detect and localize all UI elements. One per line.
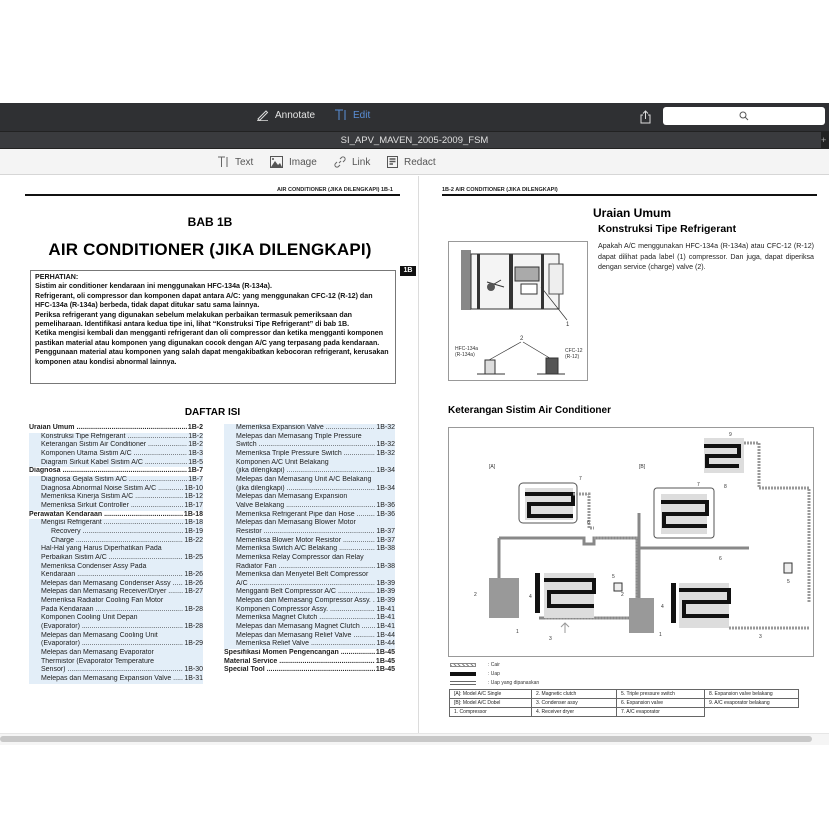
svg-text:5: 5	[787, 579, 790, 585]
share-button[interactable]	[640, 110, 651, 129]
redact-tool-label: Redact	[404, 156, 436, 168]
toc-entry-page: 1B-10	[184, 484, 203, 492]
toc-entry-page: 1B-27	[184, 588, 203, 596]
toc-entry-title: Memeriksa Kinerja Sistim A/C .....	[29, 493, 183, 502]
toc-entry-title: Material Service .....	[224, 658, 375, 667]
pen-icon	[256, 109, 269, 121]
key-table-cell: [A]: Model A/C Single	[450, 690, 532, 699]
toc-entry-page: 1B-7	[187, 467, 203, 475]
toc-entry[interactable]	[29, 511, 203, 520]
toc-entry-page: 1B-41	[376, 623, 395, 631]
link-tool-label: Link	[352, 156, 371, 168]
toc-entry-page	[202, 649, 203, 658]
toc-entry-title: Memeriksa Expansion Valve .....	[224, 424, 375, 433]
toc-entry-page: 1B-19	[184, 527, 203, 535]
svg-text:7: 7	[579, 476, 582, 482]
toc-entry-page: 1B-32	[376, 441, 395, 449]
toc-entry-title: Melepas dan Memasang Receiver/Dryer .....	[29, 588, 183, 597]
liquid-swatch-icon	[450, 663, 476, 667]
toc-entry[interactable]	[224, 640, 395, 649]
new-tab-button[interactable]: +	[821, 132, 829, 149]
toc-entry-title: Melepas dan Memasang Expansion Valve .....	[29, 675, 183, 684]
link-tool-button[interactable]	[334, 156, 370, 168]
toc-entry-title: (Evaporator) .....	[29, 640, 183, 649]
toc-entry[interactable]	[224, 433, 395, 442]
toc-entry[interactable]	[29, 493, 203, 502]
left-page-header: AIR CONDITIONER (JIKA DILENGKAPI) 1B-1	[277, 187, 393, 193]
toc-entry[interactable]	[224, 554, 395, 563]
toc-entry[interactable]	[224, 459, 395, 468]
toc-entry-title: Memeriksa Triple Pressure Switch .....	[224, 450, 375, 459]
toc-entry-page: 1B-38	[376, 562, 395, 570]
toc-entry-title: Memeriksa Radiator Cooling Fan Motor	[41, 597, 164, 605]
toc-entry[interactable]	[224, 450, 395, 459]
toc-entry-page: 1B-2	[188, 432, 203, 440]
toc-entry[interactable]	[29, 537, 203, 546]
toc-entry-page	[394, 519, 395, 528]
key-table-cell: [B]: Model A/C Dobel	[450, 699, 532, 708]
toc-entry-title: Diagnosa Gejala Sistim A/C .....	[29, 476, 187, 485]
toc-entry-title: Valve Belakang .....	[224, 502, 375, 511]
toc-entry[interactable]	[224, 649, 395, 658]
search-field[interactable]	[663, 107, 825, 125]
toc-entry-title: Resistor .....	[224, 528, 375, 537]
toc-entry[interactable]	[224, 623, 395, 632]
notice-paragraph: Periksa refrigerant yang digunakan sebelum melakukan perbaikan termasuk pemeriksaan dan pemeliharaan. Identifikasi antara kedua tipe ini, lihat “Konstruksi Tipe Refrigerant” di bab 1B.	[35, 310, 352, 329]
toc-entry-page: 1B-41	[376, 614, 395, 622]
svg-text:6: 6	[587, 520, 590, 526]
key-table-cell: 9. A/C evaporator belakang	[705, 699, 799, 708]
edit-button[interactable]	[334, 109, 370, 121]
left-header-rule	[25, 194, 400, 196]
toc-entry-page	[202, 658, 203, 667]
toc-entry[interactable]	[29, 580, 203, 589]
key-table-cell: 8. Expansion valve belakang	[705, 690, 799, 699]
toc-entry-page: 1B-36	[376, 510, 395, 518]
toc-entry-title: Special Tool .....	[224, 666, 375, 675]
toc-entry[interactable]	[224, 606, 395, 615]
toc-entry-page	[394, 571, 395, 580]
toc-entry-title: Komponen A/C Unit Belakang	[236, 458, 329, 466]
vapor-swatch-icon	[450, 672, 476, 676]
toc-entry-title: Memeriksa Relief Valve .....	[224, 640, 375, 649]
compressor-illustration-icon	[449, 242, 587, 380]
toc-entry-title: Switch .....	[224, 441, 375, 450]
toc-entry-title: Komponen Cooling Unit Depan	[41, 614, 138, 622]
notice-box	[30, 270, 396, 384]
toc-entry-title: Memeriksa Relay Compressor dan Relay	[236, 553, 364, 561]
toc-entry-title: Radiator Fan .....	[224, 563, 375, 572]
toc-entry[interactable]	[224, 511, 395, 520]
toc-entry-page: 1B-25	[184, 553, 203, 561]
toc-entry[interactable]	[29, 450, 203, 459]
toc-entry[interactable]	[29, 675, 203, 684]
toc-entry-page	[394, 459, 395, 468]
toc-entry-title: (Evaporator) .....	[29, 623, 183, 632]
key-table-cell: 3. Condenser assy	[532, 699, 617, 708]
toc-entry[interactable]	[224, 597, 395, 606]
key-table	[449, 689, 799, 717]
toc-entry-title: Melepas dan Memasang Compressor Assy. .....	[224, 597, 375, 606]
edit-label: Edit	[353, 109, 371, 121]
svg-text:[A]: [A]	[489, 464, 496, 470]
svg-text:(R-134a): (R-134a)	[455, 352, 475, 358]
toc-entry-title: Melepas dan Memasang Condenser Assy .....	[29, 580, 183, 589]
svg-text:8: 8	[724, 484, 727, 490]
toc-entry[interactable]	[224, 588, 395, 597]
toc-entry-title: Mengisi Refrigerant .....	[29, 519, 183, 528]
toc-entry-page: 1B-22	[184, 536, 203, 544]
svg-text:7: 7	[697, 482, 700, 488]
toc-entry[interactable]	[29, 606, 203, 615]
heated-vapor-swatch-icon	[450, 681, 476, 685]
toc-entry[interactable]	[224, 658, 395, 667]
toc-entry-title: Uraian Umum .....	[29, 424, 187, 433]
key-table-cell: 4. Receiver dryer	[532, 708, 617, 717]
svg-text:3: 3	[759, 634, 762, 640]
toc-entry-title: Melepas dan Memasang Expansion	[236, 493, 348, 501]
toc-entry[interactable]	[29, 476, 203, 485]
toc-entry[interactable]	[29, 545, 203, 554]
toc-entry[interactable]	[224, 519, 395, 528]
toc-entry-title: Recovery .....	[29, 528, 183, 537]
toc-entry[interactable]	[29, 666, 203, 675]
toc-entry-page: 1B-45	[375, 649, 395, 657]
text-icon	[217, 156, 229, 168]
toc-entry[interactable]	[29, 640, 203, 649]
redact-icon	[387, 156, 398, 168]
legend-item	[450, 678, 539, 687]
toc-entry[interactable]	[29, 614, 203, 623]
toc-entry-page: 1B-39	[376, 588, 395, 596]
toc-entry[interactable]	[224, 563, 395, 572]
toc-entry-title: Konstruksi Tipe Refrigerant .....	[29, 433, 187, 442]
toc-entry-title: Melepas dan Memasang Blower Motor	[236, 519, 356, 527]
toc-entry-title: Keterangan Sistim Air Conditioner .....	[29, 441, 187, 450]
horizontal-scrollbar-thumb[interactable]	[0, 736, 812, 742]
toc-entry-page	[394, 554, 395, 563]
toc-entry-title: Mengganti Belt Compressor A/C .....	[224, 588, 375, 597]
toc-entry-title: Hal-Hal yang Harus Diperhatikan Pada	[41, 545, 162, 553]
share-icon	[640, 110, 651, 124]
svg-text:(R-12): (R-12)	[565, 354, 580, 360]
toc-entry-title: Spesifikasi Momen Pengencangan .....	[224, 649, 375, 658]
svg-text:CFC-12: CFC-12	[565, 348, 583, 354]
legend-item	[450, 660, 539, 669]
toc-entry-page: 1B-45	[375, 666, 395, 674]
image-tool-button[interactable]	[270, 156, 317, 168]
search-icon	[739, 111, 749, 121]
toc-entry[interactable]	[29, 658, 203, 667]
toc-entry-page	[394, 493, 395, 502]
toc-entry-page: 1B-17	[184, 501, 203, 509]
toc-entry-page: 1B-26	[184, 571, 203, 579]
toc-entry-page: 1B-36	[376, 501, 395, 509]
page-divider	[418, 176, 419, 736]
svg-text:1: 1	[516, 629, 519, 635]
toc-entry[interactable]	[224, 580, 395, 589]
svg-text:4: 4	[529, 594, 532, 600]
svg-text:2: 2	[621, 592, 624, 598]
chapter-label: BAB 1B	[187, 215, 233, 229]
toc-column-right	[224, 424, 395, 675]
svg-text:2: 2	[520, 336, 524, 342]
toc-entry[interactable]	[29, 623, 203, 632]
ac-circuit-diagram-icon	[449, 428, 813, 656]
key-table-row	[450, 699, 799, 708]
toc-entry[interactable]	[224, 537, 395, 546]
svg-text:[B]: [B]	[639, 464, 646, 470]
toc-entry[interactable]	[29, 485, 203, 494]
ac-system-diagram	[448, 427, 814, 657]
toc-entry-page: 1B-3	[188, 449, 203, 457]
toc-entry[interactable]	[29, 554, 203, 563]
right-page-header: 1B-2 AIR CONDITIONER (JIKA DILENGKAPI)	[442, 187, 558, 193]
toc-entry-title: Diagnosa Abnormal Noise Sistim A/C .....	[29, 485, 183, 494]
section-heading: Uraian Umum	[593, 206, 672, 220]
toc-entry-page: 1B-37	[376, 527, 395, 535]
toc-entry-title: Melepas dan Memasang Cooling Unit	[41, 631, 158, 639]
text-cursor-icon	[334, 109, 347, 121]
toc-entry[interactable]	[224, 528, 395, 537]
toc-entry-page	[202, 597, 203, 606]
toc-entry-title: Melepas dan Memasang Triple Pressure	[236, 432, 362, 440]
svg-text:1: 1	[659, 632, 662, 638]
toc-entry-page: 1B-44	[376, 640, 395, 648]
toc-entry[interactable]	[29, 433, 203, 442]
key-table-cell	[705, 708, 799, 717]
toc-entry-page: 1B-44	[376, 631, 395, 639]
chapter-title: AIR CONDITIONER (JIKA DILENGKAPI)	[48, 240, 372, 259]
toc-entry-page	[202, 563, 203, 572]
toc-entry[interactable]	[224, 632, 395, 641]
toc-entry-page: 1B-39	[376, 597, 395, 605]
system-heading: Keterangan Sistim Air Conditioner	[448, 405, 611, 416]
svg-text:4: 4	[661, 604, 664, 610]
toc-entry-title: Melepas dan Memasang Unit A/C Belakang	[236, 475, 372, 483]
toc-entry-page: 1B-32	[376, 424, 395, 431]
toc-entry-page: 1B-7	[188, 475, 203, 483]
toc-entry-title: Perawatan Kendaraan .....	[29, 511, 183, 520]
toc-entry-page: 1B-5	[188, 458, 203, 466]
toc-entry[interactable]	[224, 467, 395, 476]
key-table-row	[450, 708, 799, 717]
key-table-cell: 5. Triple pressure switch	[617, 690, 705, 699]
notice-paragraph: Refrigerant, oli compressor dan komponen dapat antara A/C: yang menggunakan CFC-12 (R-12) dan HFC-134a (R-134a) berbeda, tidak dapat ditukar satu sama lainnya.	[35, 291, 373, 310]
toc-entry-page	[394, 476, 395, 485]
image-tool-label: Image	[289, 156, 317, 168]
toc-entry[interactable]	[224, 614, 395, 623]
toc-entry[interactable]	[224, 545, 395, 554]
annotate-label: Annotate	[275, 109, 316, 121]
link-icon	[334, 156, 346, 168]
key-table-cell: 2. Magnetic clutch	[532, 690, 617, 699]
toc-entry-page: 1B-12	[184, 493, 203, 501]
toc-entry-page: 1B-34	[376, 467, 395, 475]
toc-entry-title: Perbaikan Sistim A/C .....	[29, 554, 183, 563]
document-title: SI_APV_MAVEN_2005-2009_FSM	[340, 134, 489, 146]
toc-entry[interactable]	[224, 424, 395, 433]
body-paragraph: Apakah A/C menggunakan HFC-134a (R-134a) atau CFC-12 (R-12) dapat dilihat pada label (1) compressor. Dan juga, dapat diperiksa dengan service (charge) valve (2).	[598, 242, 814, 271]
toc-entry-title: Charge .....	[29, 537, 183, 546]
toc-entry-title: Thermistor (Evaporator Temperature	[41, 657, 155, 665]
toc-entry-title: Diagnosa .....	[29, 467, 187, 476]
toc-entry-title: Pada Kendaraan .....	[29, 606, 183, 615]
toc-entry-page: 1B-28	[184, 623, 203, 631]
toc-entry[interactable]	[224, 493, 395, 502]
legend-label: : Cair	[488, 661, 500, 668]
svg-text:2: 2	[474, 592, 477, 598]
toc-entry[interactable]	[29, 502, 203, 511]
toc-entry[interactable]	[29, 424, 203, 433]
toc-entry-title: Komponen Compressor Assy. .....	[224, 606, 375, 615]
toc-entry[interactable]	[224, 571, 395, 580]
toc-entry-page: 1B-37	[376, 536, 395, 544]
svg-text:5: 5	[612, 574, 615, 580]
legend-item	[450, 669, 539, 678]
toc-entry-title: A/C .....	[224, 580, 375, 589]
toc-entry-page	[202, 545, 203, 554]
toc-entry-title: Kendaraan .....	[29, 571, 183, 580]
toc-entry[interactable]	[224, 485, 395, 494]
toc-entry-title: Melepas dan Memasang Magnet Clutch .....	[224, 623, 375, 632]
toc-entry-page: 1B-26	[184, 579, 203, 587]
subsection-heading: Konstruksi Tipe Refrigerant	[598, 223, 737, 235]
toc-entry-title: Sensor) .....	[29, 666, 183, 675]
toc-entry-title: Memeriksa Magnet Clutch .....	[224, 614, 375, 623]
svg-text:1: 1	[566, 322, 570, 328]
toc-entry-title: (jika dilengkapi) .....	[224, 467, 375, 476]
toc-entry-title: Melepas dan Memasang Evaporator	[41, 649, 154, 657]
compressor-figure	[448, 241, 588, 381]
toc-entry-page: 1B-45	[375, 657, 395, 665]
toc-entry[interactable]	[29, 563, 203, 572]
toc-entry[interactable]	[29, 649, 203, 658]
toc-column-left	[29, 424, 203, 684]
key-table-row	[450, 690, 799, 699]
notice-paragraph: Penggunaan material atau komponen yang salah dapat mengakibatkan kebocoran refrigerant, kerusakan komponen atau kondisi abnormal lainnya.	[35, 348, 389, 366]
toc-entry-title: Komponen Utama Sistim A/C .....	[29, 450, 187, 459]
key-table-cell: 1. Compressor	[450, 708, 532, 717]
legend-label: : Uap	[488, 670, 500, 677]
toc-entry[interactable]	[224, 666, 395, 675]
toc-entry[interactable]	[29, 571, 203, 580]
toc-entry[interactable]	[29, 441, 203, 450]
toc-entry-page: 1B-29	[184, 640, 203, 648]
toc-entry-page: 1B-18	[184, 519, 203, 527]
text-tool-button[interactable]	[217, 156, 253, 168]
toc-entry[interactable]	[224, 502, 395, 511]
svg-text:6: 6	[719, 556, 722, 562]
toc-entry-title: (jika dilengkapi) .....	[224, 485, 375, 494]
toc-entry-page: 1B-2	[188, 441, 203, 449]
toc-entry-page: 1B-32	[376, 449, 395, 457]
toc-entry-title: Memeriksa Switch A/C Belakang .....	[224, 545, 375, 554]
toc-entry-page	[202, 632, 203, 641]
key-table-cell: 6. Expansion valve	[617, 699, 705, 708]
diagram-legend	[450, 660, 539, 687]
legend-label: : Uap yang dipanaskan	[488, 679, 540, 686]
image-icon	[270, 156, 283, 168]
notice-heading: PERHATIAN:	[35, 273, 79, 281]
edit-toolbar	[0, 149, 829, 175]
toc-entry[interactable]	[29, 632, 203, 641]
document-title-bar	[0, 131, 829, 149]
toc-entry-title: Memeriksa Sirkuit Controller .....	[29, 502, 183, 511]
toc-entry[interactable]	[29, 519, 203, 528]
notice-paragraph: Sistim air conditioner kendaraan ini menggunakan HFC-134a (R-134a).	[35, 282, 272, 291]
toc-entry-title: Memeriksa dan Menyetel Belt Compressor	[236, 571, 369, 579]
text-tool-label: Text	[235, 156, 254, 168]
toc-entry-title: Memeriksa Blower Motor Resistor .....	[224, 537, 375, 546]
toc-entry[interactable]	[29, 528, 203, 537]
toc-entry[interactable]	[29, 467, 203, 476]
toc-entry[interactable]	[224, 476, 395, 485]
toc-entry-page: 1B-28	[184, 605, 203, 613]
toc-entry-title: Diagram Sirkuit Kabel Sistim A/C .....	[29, 459, 187, 468]
toc-entry-page: 1B-34	[376, 484, 395, 492]
toc-entry-page: 1B-38	[376, 545, 395, 553]
svg-text:HFC-134a: HFC-134a	[455, 346, 479, 352]
toc-entry-title: Melepas dan Memasang Relief Valve .....	[224, 632, 375, 641]
toc-entry-page	[202, 614, 203, 623]
toc-entry-page: 1B-31	[184, 675, 203, 683]
toc-entry-page	[394, 433, 395, 442]
toc-entry-page: 1B-18	[183, 510, 203, 518]
svg-text:9: 9	[729, 432, 732, 438]
toc-title: DAFTAR ISI	[184, 407, 241, 418]
toc-entry-title: Memeriksa Refrigerant Pipe dan Hose .....	[224, 511, 375, 520]
toc-entry-page: 1B-30	[184, 666, 203, 674]
toc-entry-page: 1B-39	[376, 579, 395, 587]
section-tab: 1B	[400, 266, 416, 276]
notice-paragraph: Ketika mengisi kembali dan mengganti refrigerant dan oli compressor dan ketika mengganti komponen pastikan material atau komponen yang digunakan cocok dengan A/C yang terpasang pada kendaraan.	[35, 329, 384, 347]
toc-entry[interactable]	[224, 441, 395, 450]
redact-tool-button[interactable]	[387, 156, 436, 168]
key-table-cell: 7. A/C evaporator	[617, 708, 705, 717]
toc-entry[interactable]	[29, 588, 203, 597]
toc-entry-title: Memeriksa Condenser Assy Pada	[41, 562, 147, 570]
toc-entry-page: 1B-2	[187, 424, 203, 431]
toc-entry-page: 1B-41	[376, 605, 395, 613]
toc-entry[interactable]	[29, 597, 203, 606]
svg-text:3: 3	[549, 636, 552, 642]
toc-entry[interactable]	[29, 459, 203, 468]
annotate-button[interactable]	[256, 109, 315, 121]
right-header-rule	[442, 194, 817, 196]
